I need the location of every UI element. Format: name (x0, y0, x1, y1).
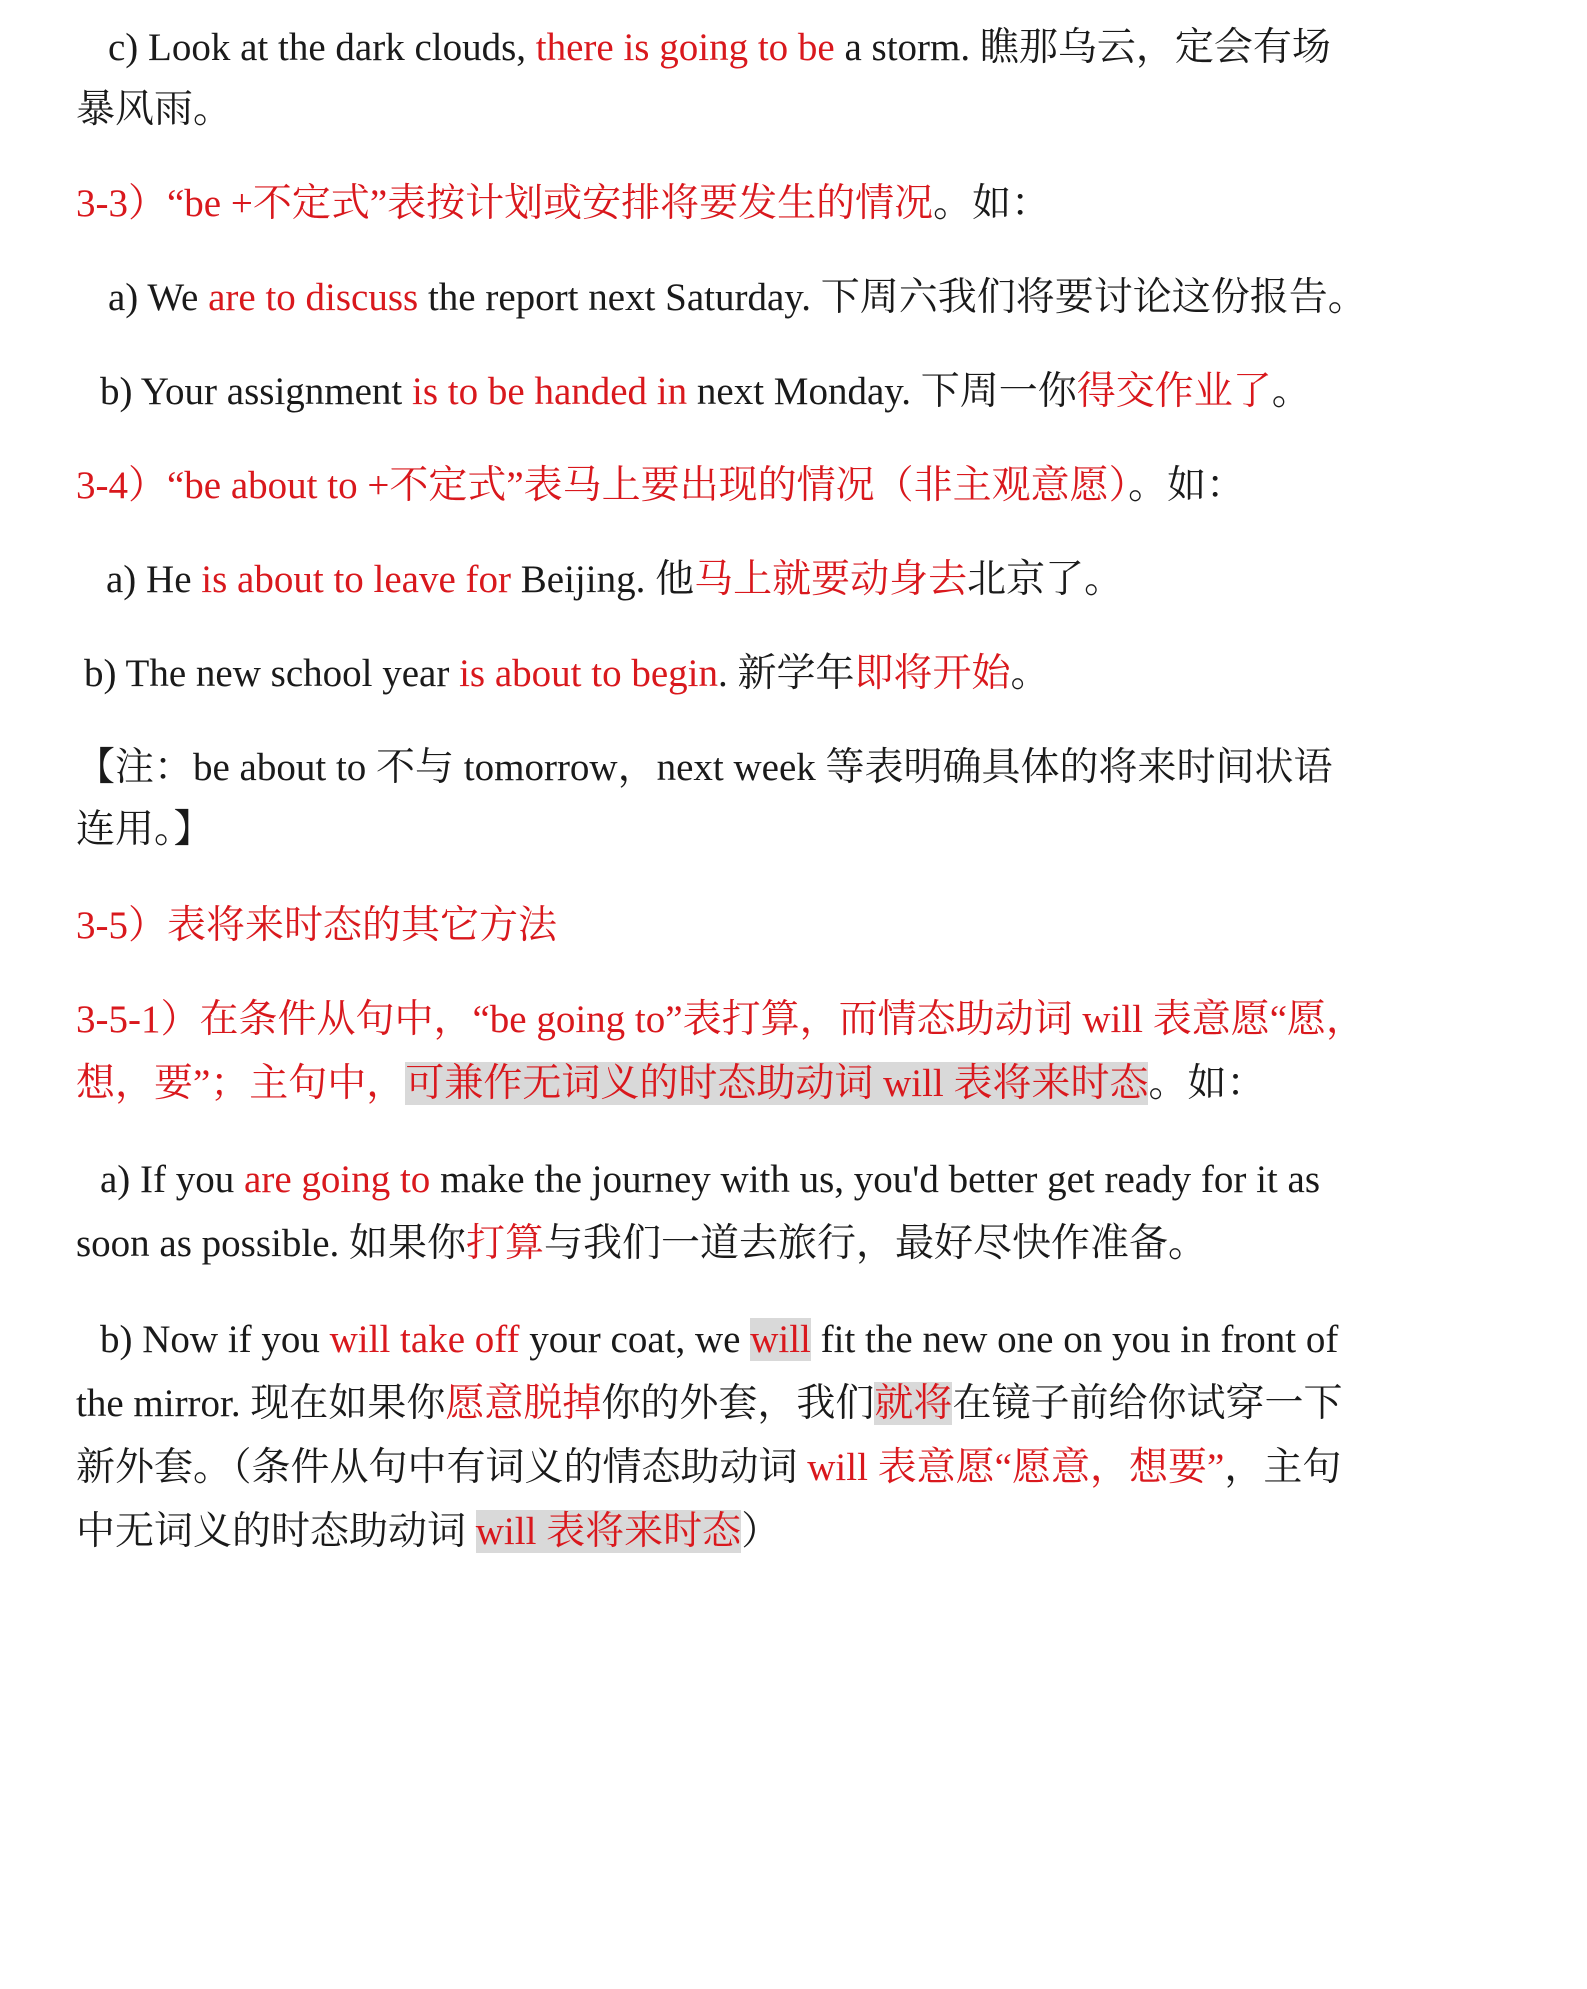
text: 连用。】 (76, 808, 213, 851)
heading-text: 想，要”；主句中， (76, 1062, 406, 1105)
example-line (76, 1506, 780, 1558)
text: a) We (108, 276, 209, 319)
example-line (106, 554, 1123, 606)
red-text: 打算 (466, 1222, 545, 1265)
section-heading (76, 178, 1050, 230)
text: 中无词义的时态助动词 (76, 1510, 476, 1553)
section-heading (76, 900, 557, 952)
red-text: will take off (329, 1318, 520, 1361)
text: soon as possible. 如果你 (76, 1222, 467, 1265)
text: Beijing. 他 (511, 558, 695, 601)
text: 与我们一道去旅行，最好尽快作准备。 (544, 1222, 1208, 1265)
example-line (100, 1154, 1320, 1206)
example-line (100, 366, 1311, 418)
highlighted-text: 可兼作无词义的时态助动词 will 表将来时态 (405, 1062, 1149, 1105)
heading-text: 3-3）“be +不定式”表按计划或安排将要发生的情况 (76, 182, 934, 225)
section-heading (76, 460, 1245, 512)
text: 北京了。 (967, 558, 1124, 601)
text: c) Look at the dark clouds, (108, 26, 536, 69)
text: the mirror. 现在如果你 (76, 1382, 446, 1425)
text: 你的外套，我们 (601, 1382, 875, 1425)
heading-text: 3-5）表将来时态的其它方法 (76, 904, 557, 947)
text: the report next Saturday. 下周六我们将要讨论这份报告。 (418, 276, 1367, 319)
text: . 新学年 (717, 652, 855, 695)
text: ，主句 (1224, 1446, 1342, 1489)
red-text: there is going to be (535, 26, 835, 69)
text: a storm. 瞧那乌云，定会有场 (834, 26, 1331, 69)
text: your coat, we (519, 1318, 751, 1361)
example-line (76, 1442, 1341, 1494)
highlighted-text: will 表将来时态 (475, 1510, 742, 1553)
heading-text: 3-4）“be about to +不定式”表马上要出现的情况（非主观意愿） (76, 464, 1129, 507)
heading-text: 3-5-1）在条件从句中，“be going to”表打算，而情态助动词 will 表意愿“愿， (76, 998, 1366, 1041)
red-text: will 表意愿“愿意，想要” (807, 1446, 1225, 1489)
example-line (108, 272, 1367, 324)
text: 。如： (1128, 464, 1246, 507)
note-line (76, 804, 213, 856)
red-text: are to discuss (208, 276, 419, 319)
text: next Monday. 下周一你 (687, 370, 1077, 413)
red-text: is to be handed in (412, 370, 688, 413)
highlighted-text: 就将 (874, 1382, 953, 1425)
text: b) The new school year (84, 652, 460, 695)
text: 在镜子前给你试穿一下 (952, 1382, 1343, 1425)
highlighted-text: will (750, 1318, 811, 1361)
text: a) If you (100, 1158, 245, 1201)
text: make the journey with us, you'd better get ready for it as (430, 1158, 1320, 1201)
text: 暴风雨。 (76, 88, 233, 131)
text: 。 (1271, 370, 1311, 413)
text: 【注：be about to 不与 tomorrow，next week 等表明确具体的将来时间状语 (76, 746, 1333, 789)
note-line (76, 742, 1333, 794)
section-heading (76, 1058, 1266, 1110)
red-text: 得交作业了 (1076, 370, 1272, 413)
example-line (76, 84, 232, 136)
example-line (84, 648, 1050, 700)
text: a) He (106, 558, 202, 601)
red-text: 愿意脱掉 (445, 1382, 602, 1425)
text: 。 (1010, 652, 1050, 695)
text: b) Your assignment (100, 370, 413, 413)
text: 。如： (1148, 1062, 1266, 1105)
red-text: 马上就要动身去 (694, 558, 968, 601)
text: b) Now if you (100, 1318, 330, 1361)
red-text: 即将开始 (854, 652, 1011, 695)
example-line (100, 1314, 1338, 1366)
section-heading (76, 994, 1365, 1046)
text: 新外套。（条件从句中有词义的情态助动词 (76, 1446, 808, 1489)
example-line (76, 1218, 1207, 1270)
text: ） (741, 1510, 781, 1553)
red-text: are going to (244, 1158, 431, 1201)
text: 。如： (933, 182, 1051, 225)
example-line (108, 22, 1331, 74)
text: fit the new one on you in front of (810, 1318, 1339, 1361)
example-line (76, 1378, 1342, 1430)
red-text: is about to leave for (201, 558, 512, 601)
red-text: is about to begin (459, 652, 718, 695)
